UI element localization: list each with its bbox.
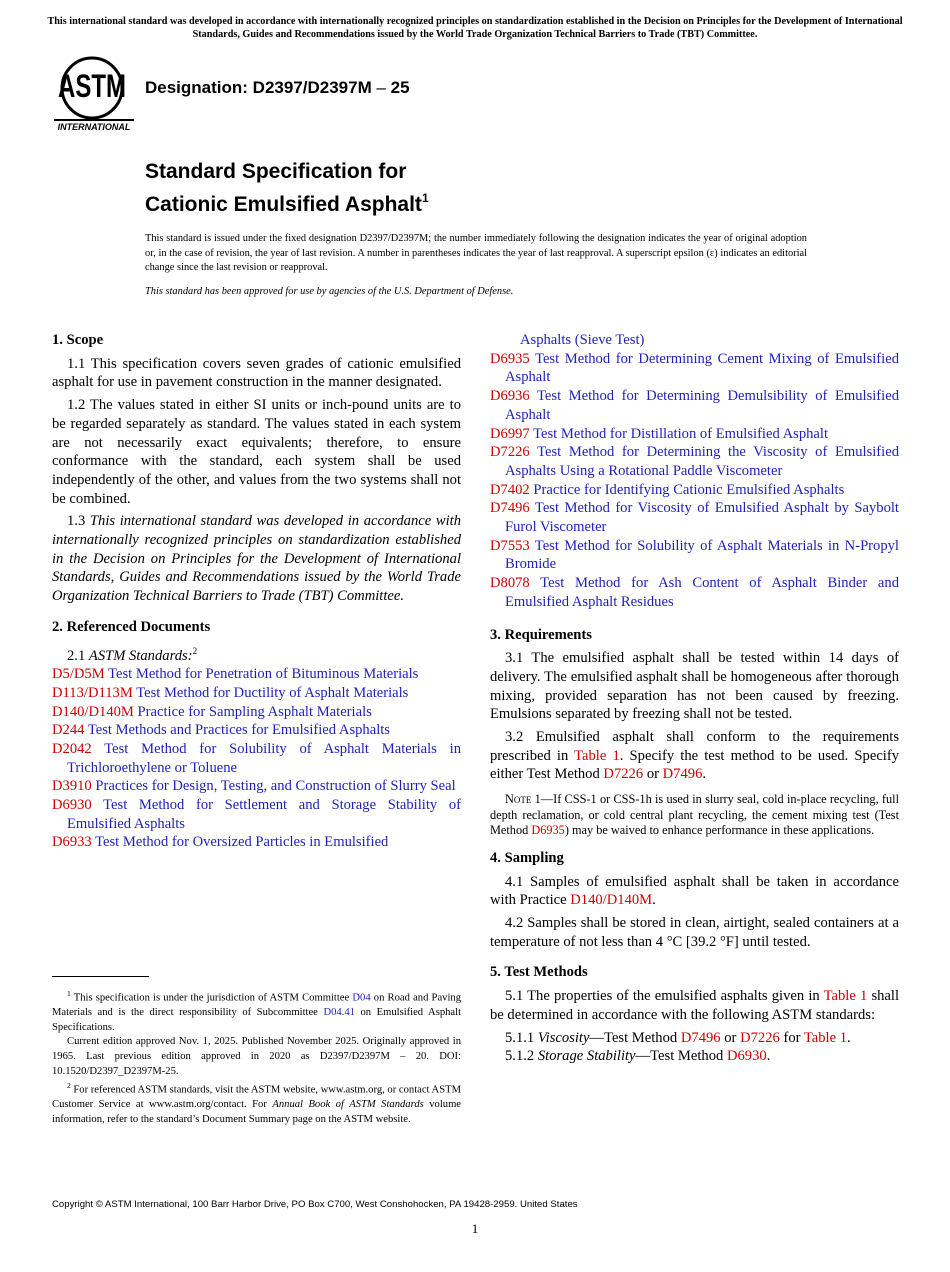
footnote-1-text: This specification is under the jurisdiction of ASTM Committee: [73, 992, 350, 1004]
method-d6935-link[interactable]: D6935: [531, 823, 565, 838]
astm-standards-number: 2.1: [67, 647, 86, 664]
reference-item: [490, 574, 899, 611]
paragraph-4-1: [490, 873, 899, 910]
footnotes: [52, 987, 461, 1127]
footnote-1-mark: 1: [67, 989, 71, 998]
title-footnote-mark: 1: [421, 191, 429, 205]
referenced-list-left: [52, 665, 461, 852]
paragraph-5-1-1-text: —Test Method: [589, 1029, 678, 1046]
reference-item: [490, 443, 899, 480]
paragraph-5-1-1: [490, 1029, 899, 1048]
paragraph-4-1-text: 4.1 Samples of emulsified asphalt shall be taken in accordance with Practice: [490, 873, 899, 909]
reference-code-link[interactable]: D113/D113M: [52, 684, 133, 701]
section-heading-referenced-documents: 2. Referenced Documents: [52, 618, 211, 635]
reference-title-link[interactable]: Practice for Sampling Asphalt Materials: [137, 703, 372, 720]
paragraph-1-1: 1.1 This specification covers seven grades of cationic emulsified asphalt for use in pavement construction in the manner designated.: [52, 355, 461, 391]
reference-code-link[interactable]: D2042: [52, 740, 92, 757]
note-1: [490, 792, 899, 839]
footnote-2-text: For referenced ASTM standards, visit the ASTM website, www.astm.org, or contact ASTM Customer Service at www.astm.org/contact. For: [52, 1084, 461, 1111]
reference-code-link[interactable]: D7226: [490, 444, 530, 461]
referenced-list-right: [490, 350, 899, 612]
footnote-1: [52, 987, 461, 1035]
reference-title-link[interactable]: Test Method for Ash Content of Asphalt Binder and Emulsified Asphalt Residues: [505, 575, 899, 610]
method-d7226-link[interactable]: D7226: [603, 766, 644, 783]
reference-code-link[interactable]: D7553: [490, 537, 530, 554]
footnote-2-text: volume information, refer to the standard’s Document Summary page on the ASTM website.: [52, 1099, 462, 1125]
paragraph-5-1-text: shall be determined in accordance with the following ASTM standards:: [490, 988, 900, 1023]
paragraph-5-1: [490, 987, 899, 1024]
copyright-notice: Copyright © ASTM International, 100 Barr Harbor Drive, PO Box C700, West Conshohocken, PA 19428-2959. United States: [52, 1199, 578, 1210]
reference-item: [52, 740, 461, 777]
document-title: [145, 159, 429, 218]
paragraph-3-2: [490, 728, 899, 784]
reference-item: [490, 537, 899, 574]
paragraph-5-1-text: 5.1 The properties of the emulsified asphalts given in: [505, 988, 820, 1005]
reference-item: [490, 350, 899, 387]
section-heading-sampling: 4. Sampling: [490, 849, 564, 866]
footnote-2-italic: Annual Book of ASTM Standards: [272, 1099, 424, 1111]
reference-code-link[interactable]: D5/D5M: [52, 666, 105, 683]
paragraph-1-3: [52, 512, 461, 606]
paragraph-3-1: 3.1 The emulsified asphalt shall be tested within 14 days of delivery. The emulsified asphalt shall be homogeneous after thorough mixing, provided separation has not been caused by freezing. Emulsions separated by freezing shall not be tested.: [490, 650, 899, 723]
page-number: 1: [471, 1221, 479, 1236]
reference-title-link[interactable]: Test Method for Determining Cement Mixing of Emulsified Asphalt: [505, 350, 899, 386]
designation: Designation: D2397/D2397M – 25: [145, 78, 410, 97]
reference-item: [52, 833, 461, 852]
period: .: [847, 1029, 851, 1046]
reference-title-link[interactable]: Test Method for Solubility of Asphalt Materials in N-Propyl Bromide: [505, 537, 899, 573]
paragraph-5-1-2-text: —Test Method: [635, 1048, 724, 1065]
reference-code-link[interactable]: D6930: [52, 797, 92, 814]
reference-title-link[interactable]: Test Method for Determining the Viscosity of Emulsified Asphalts Using a Rotational Paddle Viscometer: [505, 444, 899, 479]
reference-code-link[interactable]: D7402: [490, 481, 530, 498]
dod-notice: This standard has been approved for use by agencies of the U.S. Department of Defense.: [145, 286, 514, 297]
table-1-link[interactable]: Table 1: [803, 1029, 848, 1046]
period: .: [702, 766, 707, 783]
section-heading-test-methods: 5. Test Methods: [490, 964, 588, 981]
paragraph-4-2: 4.2 Samples shall be stored in clean, airtight, sealed containers at a temperature of not less than 4 °C [39.2 °F] until tested.: [490, 915, 899, 950]
reference-item: [52, 684, 461, 703]
reference-code-link[interactable]: D8078: [490, 575, 530, 592]
practice-d140-link[interactable]: D140/D140M: [570, 892, 653, 909]
reference-title-link[interactable]: Test Method for Solubility of Asphalt Materials in Trichloroethylene or Toluene: [67, 740, 461, 776]
table-1-link[interactable]: Table 1: [574, 747, 620, 764]
paragraph-1-3-number: 1.3: [67, 513, 86, 530]
paragraph-5-1-1-text: for: [783, 1029, 801, 1046]
footnote-1-text: on Road and Paving Materials and is the direct responsibility of Subcommittee: [52, 992, 461, 1019]
method-d7496-link[interactable]: D7496: [680, 1029, 721, 1046]
reference-code-link[interactable]: D244: [52, 722, 85, 739]
reference-code-link[interactable]: D6935: [490, 350, 530, 367]
paragraph-1-3-text: This international standard was developed in accordance with internationally recognized principles on standardization established in the Decision on Principles for the Development of International Standards, Guides and Recommendations issued by the World Trade Organization Technical Barriers to Trade (TBT) Committee.: [52, 513, 462, 605]
method-d7226-link[interactable]: D7226: [740, 1029, 780, 1046]
right-column: [490, 331, 899, 1066]
footnote-1-text: on Emulsified Asphalt Specifications.: [52, 1007, 462, 1033]
paragraph-5-1-1-number: 5.1.1: [505, 1029, 535, 1046]
left-column: [52, 331, 461, 852]
section-heading-scope: 1. Scope: [52, 332, 104, 348]
note-1-text: ) may be waived to enhance performance in these applications.: [564, 823, 875, 838]
reference-code-link[interactable]: D6997: [490, 425, 530, 442]
reference-item: [490, 387, 899, 424]
paragraph-5-1-1-text: or: [724, 1029, 737, 1046]
reference-item: [490, 425, 899, 444]
reference-title-link[interactable]: Test Method for Distillation of Emulsified Asphalt: [533, 425, 828, 442]
method-d7496-link[interactable]: D7496: [662, 766, 703, 783]
reference-code-link[interactable]: D6933: [52, 834, 92, 851]
method-d6930-link[interactable]: D6930: [726, 1048, 767, 1065]
period: .: [652, 892, 656, 909]
footnote-edition: Current edition approved Nov. 1, 2025. Published November 2025. Originally approved in 1965. Last previous edition approved in 2020 as D2397/D2397M – 20. DOI: 10.1520/D2397_D2397M-25.: [52, 1036, 461, 1077]
reference-title-link[interactable]: Test Method for Oversized Particles in Emulsified: [95, 834, 389, 851]
reference-item: [52, 777, 461, 796]
reference-code-link[interactable]: D7496: [490, 500, 530, 517]
designation-label: Designation: D2397/D2397M: [145, 78, 372, 97]
footnote-2-mark: 2: [67, 1081, 71, 1091]
footnote-2: [52, 1079, 461, 1127]
reference-title-link[interactable]: Test Method for Viscosity of Emulsified Asphalt by Saybolt Furol Viscometer: [505, 500, 899, 536]
issuance-statement: This standard is issued under the fixed designation D2397/D2397M; the number immediately following the designation indicates the year of original adoption or, in the case of revision, the year of last revision. A number in parentheses indicates the year of last reapproval. A superscript epsilon (ε) indicates an editorial change since the last revision or reapproval.: [145, 233, 807, 273]
astm-standards-subheading: [52, 642, 461, 666]
title-line-2: Cationic Emulsified Asphalt: [145, 193, 422, 216]
astm-logo-icon: [52, 55, 136, 133]
reference-item: [52, 703, 461, 722]
table-1-link[interactable]: Table 1: [823, 988, 868, 1005]
svg-text:ASTM: ASTM: [58, 68, 126, 105]
svg-text:INTERNATIONAL: INTERNATIONAL: [57, 122, 131, 132]
reference-item: [52, 665, 461, 684]
reference-title-link[interactable]: Test Method for Determining Demulsibility of Emulsified Asphalt: [505, 388, 899, 423]
reference-item: [490, 499, 899, 536]
top-notice: This international standard was developed in accordance with internationally recognized principles on standardization established in the Decision on Principles for the Development of International Standards, Guides and Recommendations issued by the World Trade Organization Technical Barriers to Trade (TBT) Committee.: [47, 16, 903, 40]
reference-item: [52, 721, 461, 740]
paragraph-5-1-2: [490, 1047, 899, 1066]
reference-code-link[interactable]: D6936: [490, 388, 530, 405]
designation-year: 25: [390, 78, 410, 97]
committee-link[interactable]: D04: [352, 992, 371, 1004]
note-1-text: —If CSS-1 or CSS-1h is used in slurry seal, cold in-place recycling, full depth reclamation, or cold central plant recycling, the cement mixing test (Test Method: [490, 792, 899, 838]
reference-code-link[interactable]: D3910: [52, 778, 92, 795]
reference-title-link[interactable]: Practices for Design, Testing, and Construction of Slurry Seal: [95, 778, 456, 795]
reference-title-link[interactable]: Test Methods and Practices for Emulsified Asphalts: [87, 722, 390, 739]
paragraph-5-1-1-term: Viscosity: [537, 1029, 590, 1046]
subcommittee-link[interactable]: D04.41: [323, 1007, 355, 1019]
reference-title-link[interactable]: Test Method for Penetration of Bituminous Materials: [108, 666, 419, 683]
paragraph-1-2: 1.2 The values stated in either SI units or inch-pound units are to be regarded separately as standard. The values stated in each system are not necessarily exact equivalents; therefore, to ensure conformance with the standard, each system shall be used independently of the other, and values from the two systems shall not be combined.: [52, 397, 461, 507]
reference-code-link[interactable]: D140/D140M: [52, 703, 134, 720]
note-1-label: Note 1: [505, 792, 541, 807]
reference-item: [52, 796, 461, 833]
period: .: [766, 1048, 771, 1065]
paragraph-3-2-text: or: [646, 766, 659, 783]
astm-standards-footnote-mark: 2: [192, 645, 198, 656]
astm-standards-label: ASTM Standards:: [88, 647, 193, 664]
reference-title-link[interactable]: Practice for Identifying Cationic Emulsified Asphalts: [533, 481, 845, 498]
section-heading-requirements: 3. Requirements: [490, 626, 592, 643]
paragraph-5-1-2-number: 5.1.2: [505, 1048, 535, 1065]
paragraph-5-1-2-term: Storage Stability: [537, 1048, 636, 1065]
footnote-divider: [52, 976, 149, 977]
reference-item: [490, 481, 899, 500]
paragraph-3-2-text: 3.2 Emulsified asphalt shall conform to the requirements prescribed in: [490, 729, 899, 764]
reference-continuation[interactable]: Asphalts (Sieve Test): [520, 332, 645, 348]
reference-title-link[interactable]: Test Method for Ductility of Asphalt Materials: [136, 684, 409, 701]
paragraph-3-2-text: . Specify the test method to be used. Specify either Test Method: [490, 747, 900, 783]
title-line-1: Standard Specification for: [145, 160, 407, 183]
reference-title-link[interactable]: Test Method for Settlement and Storage Stability of Emulsified Asphalts: [67, 797, 461, 832]
